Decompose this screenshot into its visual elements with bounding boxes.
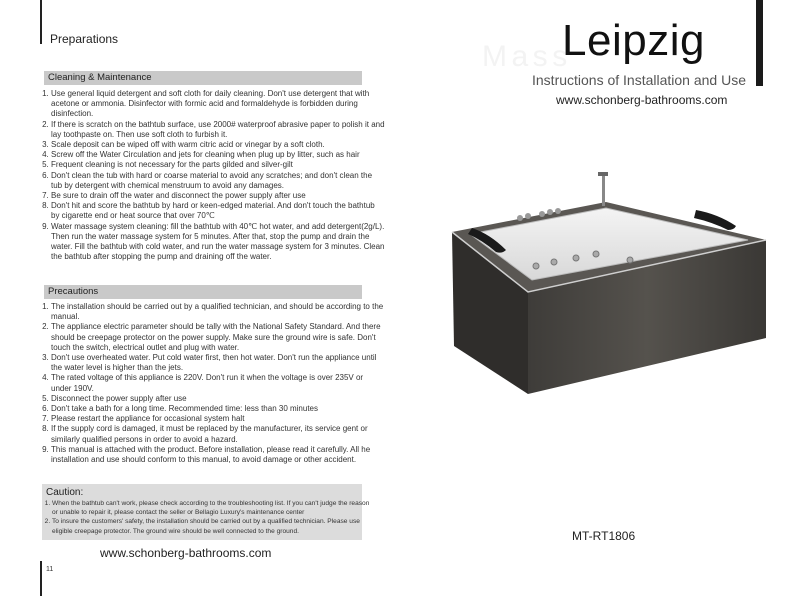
caution-box [42,484,370,540]
list-item: 1. Use general liquid detergent and soft cloth for daily cleaning. Don't use detergent that with acetone or ammonia. Disinfector with formic acid and formaldehyde is forbidden during disinfection. [51,89,385,120]
list-item: 2. To insure the customers' safety, the installation should be carried out by a qualified technician. Please use eligible creepage protector. The ground wire should be well connected to the ground. [52,517,370,535]
bathtub-image [446,168,772,406]
list-item: 8. Don't hit and score the bathtub by hard or keen-edged material. And don't touch the bathtub by cigarette end or heat source that over 70℃ [51,201,385,221]
page-section-title: Preparations [50,32,119,46]
list-item: 1. The installation should be carried out by a qualified technician, and should be according to the manual. [51,302,385,322]
list-item: 3. Scale deposit can be wiped off with warm citric acid or vinegar by a soft cloth. [51,140,385,150]
list-item: 1. When the bathtub can't work, please check according to the troubleshooting list. If you can't judge the reason or unable to repair it, please contact the seller or Bellagio Luxury's maintenance center [52,499,370,517]
precautions-heading: Precautions [44,285,362,299]
top-vertical-rule [40,0,42,44]
list-item: 5. Frequent cleaning is not necessary for the parts gilded and silver-gilt [51,160,385,170]
accent-bar [756,0,763,86]
list-item: 9. This manual is attached with the product. Before installation, please read it carefully. All he installation and use should conform to this manual, to avoid damage or other accident. [51,445,385,465]
caution-list [36,499,370,536]
subtitle: Instructions of Installation and Use [532,72,747,88]
cleaning-heading: Cleaning & Maintenance [44,71,362,85]
list-item: 8. If the supply cord is damaged, it must be replaced by the manufacturer, its service gent or similarly qualified persons in order to avoid a hazard. [51,424,385,444]
brand-title: Leipzig [562,16,705,65]
faucet [602,174,605,206]
right-page [404,0,808,596]
page-number: 11 [46,566,54,573]
list-item: 4. The rated voltage of this appliance is 220V. Don't run it when the voltage is over 235V or under 190V. [51,373,385,393]
list-item: 4. Screw off the Water Circulation and jets for cleaning when plug up by litter, such as hair [51,150,385,160]
list-item: 7. Be sure to drain off the water and disconnect the power supply after use [51,191,385,201]
list-item: 2. The appliance electric parameter should be tally with the National Safety Standard. And there should be creepage protector on the power supply. Make sure the ground wire is safe. Don't touch the switch, electrical outlet and plug with water. [51,322,385,353]
list-item: 7. Please restart the appliance for occasional system halt [51,414,385,424]
bottom-vertical-rule [40,561,42,596]
list-item: 9. Water massage system cleaning: fill the bathtub with 40℃ hot water, and add detergent(2g/L). Then run the water massage system for 5 minutes. After that, stop the pump and drain the water. Fill the bathtub with cold water, and run the water massage system for 3 minutes. Clean the bathtub after stopping the pump and draining off the water. [51,222,385,263]
watermark-ghost: M a s s [482,40,569,73]
list-item: 2. If there is scratch on the bathtub surface, use 2000# waterproof abrasive paper to polish it and lay toothpaste on. Then use soft cloth to furbish it. [51,120,385,140]
model-number: MT-RT1806 [572,529,636,543]
header-url[interactable]: www.schonberg-bathrooms.com [556,93,728,107]
footer-url[interactable]: www.schonberg-bathrooms.com [100,546,272,560]
precautions-list [36,302,385,465]
caution-title: Caution: [46,487,84,498]
list-item: 6. Don't take a bath for a long time. Recommended time: less than 30 minutes [51,404,385,414]
list-item: 3. Don't use overheated water. Put cold water first, then hot water. Don't run the appliance until the water level is higher than the jets. [51,353,385,373]
list-item: 5. Disconnect the power supply after use [51,394,385,404]
cleaning-list [36,89,385,262]
list-item: 6. Don't clean the tub with hard or coarse material to avoid any scratches; and don't clean the tub by detergent with chemical menstruum to avoid any damages. [51,171,385,191]
